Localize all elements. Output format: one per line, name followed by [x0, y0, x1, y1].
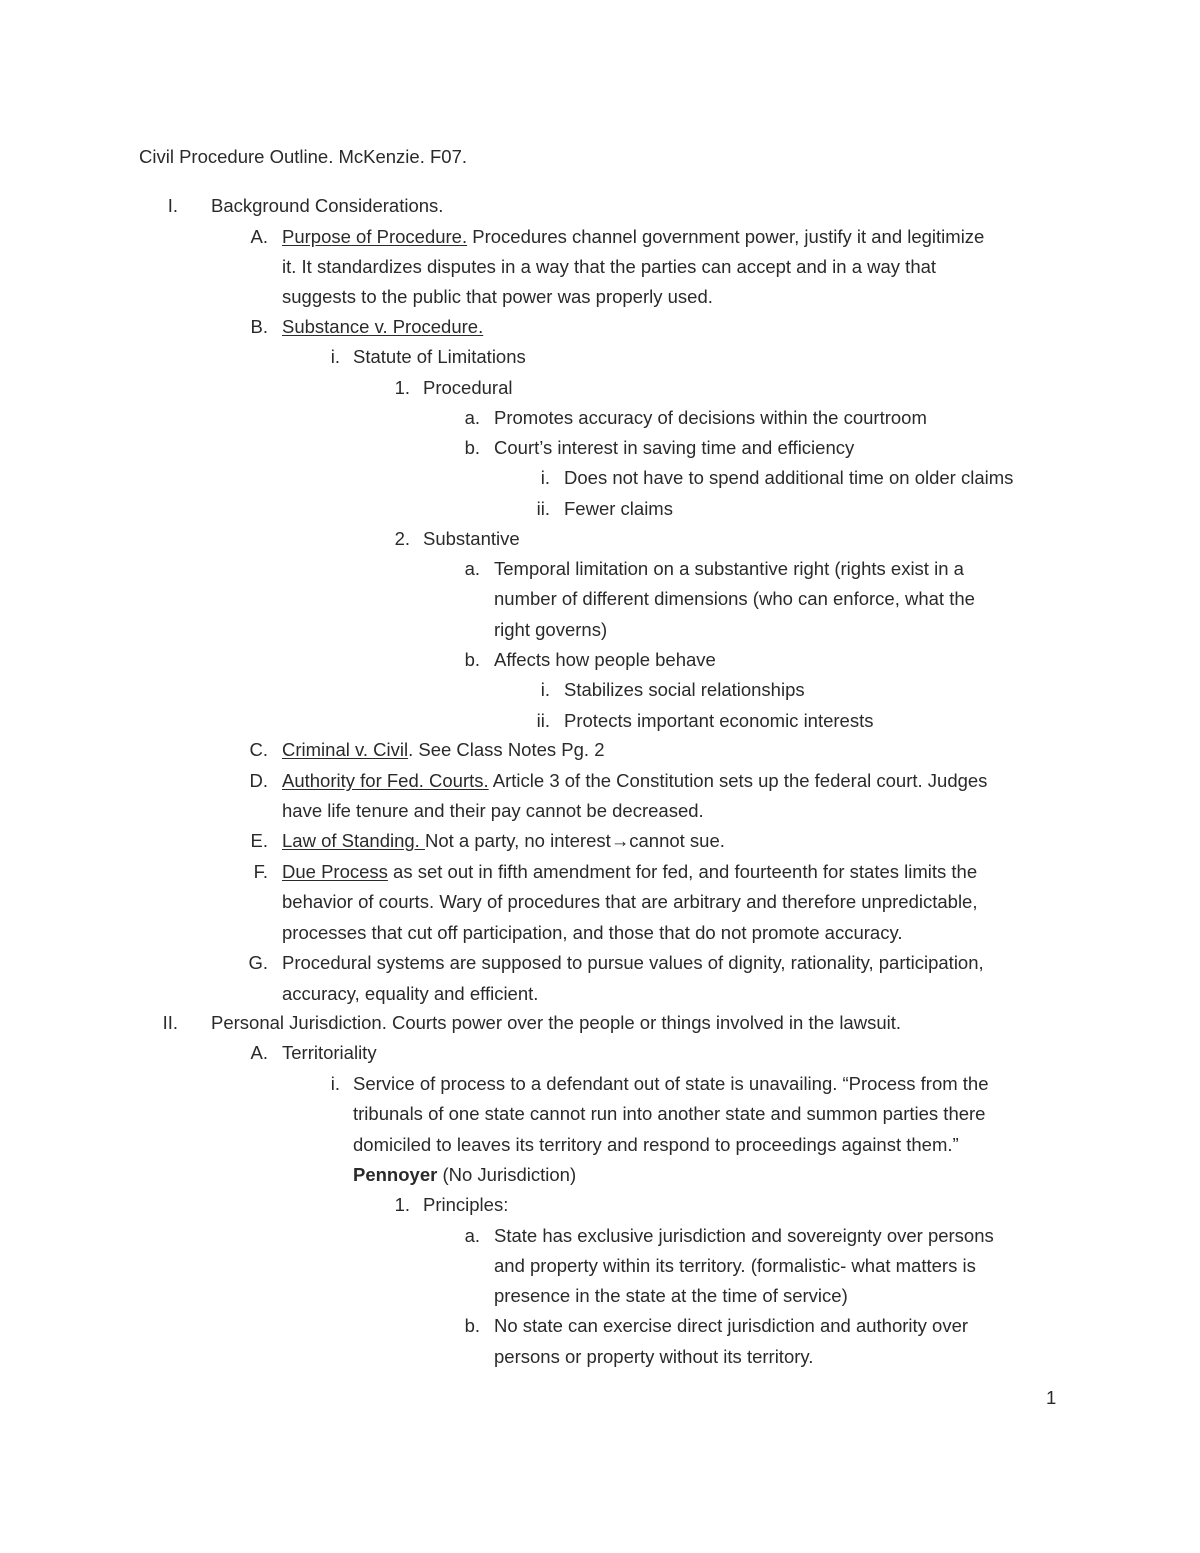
substantive-a-line-3: right governs): [494, 619, 608, 640]
number-marker-1: 1.: [394, 377, 410, 398]
territoriality-heading: Territoriality: [282, 1042, 377, 1063]
item-A-line-1: Purpose of Procedure. Procedures channel government power, justify it and legitimize: [282, 226, 985, 247]
territoriality-i-line-3: domiciled to leaves its territory and respond to proceedings against them.”: [353, 1134, 959, 1155]
item-G-line-2: accuracy, equality and efficient.: [282, 983, 539, 1004]
principle-b-line-1: No state can exercise direct jurisdiction and authority over: [494, 1315, 969, 1336]
substantive-a-line-1: Temporal limitation on a substantive right (rights exist in a: [494, 558, 964, 579]
principle-a-line-1: State has exclusive jurisdiction and sovereignty over persons: [494, 1225, 994, 1246]
item-marker-E: E.: [250, 830, 268, 851]
principle-a-line-3: presence in the state at the time of service): [494, 1285, 848, 1306]
principle-b-line-2: persons or property without its territory.: [494, 1346, 814, 1367]
letter-marker-a: a.: [464, 558, 480, 579]
document-title: Civil Procedure Outline. McKenzie. F07.: [139, 146, 467, 167]
item-A-line-2: it. It standardizes disputes in a way that the parties can accept and in a way that: [282, 256, 937, 277]
item-A-heading: Purpose of Procedure.: [282, 226, 468, 247]
item-marker-C: C.: [249, 739, 268, 760]
principle-a-line-2: and property within its territory. (formalistic- what matters is: [494, 1255, 976, 1276]
section-marker-II: II.: [162, 1012, 178, 1033]
item-G-line-1: Procedural systems are supposed to pursue values of dignity, rationality, participation,: [282, 952, 984, 973]
subitem-marker-i: i.: [330, 1073, 340, 1094]
procedural-b-ii: Fewer claims: [564, 498, 673, 519]
item-A-line-3: suggests to the public that power was properly used.: [282, 286, 713, 307]
roman-marker-ii: ii.: [536, 498, 550, 519]
substantive-heading: Substantive: [423, 528, 520, 549]
item-marker-G: G.: [248, 952, 268, 973]
statute-of-limitations: Statute of Limitations: [353, 346, 526, 367]
letter-marker-b: b.: [464, 1315, 480, 1336]
procedural-b: Court’s interest in saving time and efficiency: [494, 437, 855, 458]
procedural-b-i: Does not have to spend additional time on older claims: [564, 467, 1014, 488]
item-marker-A: A.: [250, 226, 268, 247]
letter-marker-b: b.: [464, 649, 480, 670]
section-heading-personal-jurisdiction: Personal Jurisdiction. Courts power over the people or things involved in the lawsuit.: [211, 1012, 902, 1033]
item-F-heading: Due Process: [282, 861, 388, 882]
item-E-line: Law of Standing. Not a party, no interest→cannot sue.: [282, 830, 725, 851]
item-F-line-1: Due Process as set out in fifth amendment for fed, and fourteenth for states limits the: [282, 861, 978, 882]
item-D-heading: Authority for Fed. Courts.: [282, 770, 489, 791]
letter-marker-b: b.: [464, 437, 480, 458]
item-C-line: Criminal v. Civil. See Class Notes Pg. 2: [282, 739, 605, 760]
item-C-heading: Criminal v. Civil: [282, 739, 409, 760]
procedural-a: Promotes accuracy of decisions within the courtroom: [494, 407, 927, 428]
item-marker-F: F.: [253, 861, 268, 882]
territoriality-i-line-1: Service of process to a defendant out of state is unavailing. “Process from the: [353, 1073, 989, 1094]
item-marker-D: D.: [249, 770, 268, 791]
substantive-a-line-2: number of different dimensions (who can enforce, what the: [494, 588, 975, 609]
substantive-b: Affects how people behave: [494, 649, 716, 670]
item-F-line-3: processes that cut off participation, and those that do not promote accuracy.: [282, 922, 903, 943]
section-heading-background: Background Considerations.: [211, 195, 444, 216]
item-F-line-2: behavior of courts. Wary of procedures that are arbitrary and therefore unpredictable,: [282, 891, 978, 912]
number-marker-1: 1.: [394, 1194, 410, 1215]
roman-marker-ii: ii.: [536, 710, 550, 731]
procedural-heading: Procedural: [423, 377, 513, 398]
case-line: Pennoyer (No Jurisdiction): [353, 1164, 577, 1185]
substantive-b-i: Stabilizes social relationships: [564, 679, 805, 700]
subitem-marker-i: i.: [330, 346, 340, 367]
roman-marker-i: i.: [540, 679, 550, 700]
item-marker-B: B.: [250, 316, 268, 337]
territoriality-i-line-2: tribunals of one state cannot run into another state and summon parties there: [353, 1103, 986, 1124]
item-E-heading: Law of Standing.: [282, 830, 425, 851]
page-number: 1: [1046, 1387, 1057, 1408]
roman-marker-i: i.: [540, 467, 550, 488]
item-D-line-1: Authority for Fed. Courts. Article 3 of the Constitution sets up the federal court. Judges: [282, 770, 988, 791]
substantive-b-ii: Protects important economic interests: [564, 710, 874, 731]
case-name: Pennoyer: [353, 1164, 438, 1185]
number-marker-2: 2.: [394, 528, 410, 549]
letter-marker-a: a.: [464, 407, 480, 428]
section-marker-I: I.: [167, 195, 178, 216]
item-D-line-2: have life tenure and their pay cannot be decreased.: [282, 800, 704, 821]
item-B-heading: Substance v. Procedure.: [282, 316, 484, 337]
item-marker-A: A.: [250, 1042, 268, 1063]
letter-marker-a: a.: [464, 1225, 480, 1246]
principles-heading: Principles:: [423, 1194, 509, 1215]
